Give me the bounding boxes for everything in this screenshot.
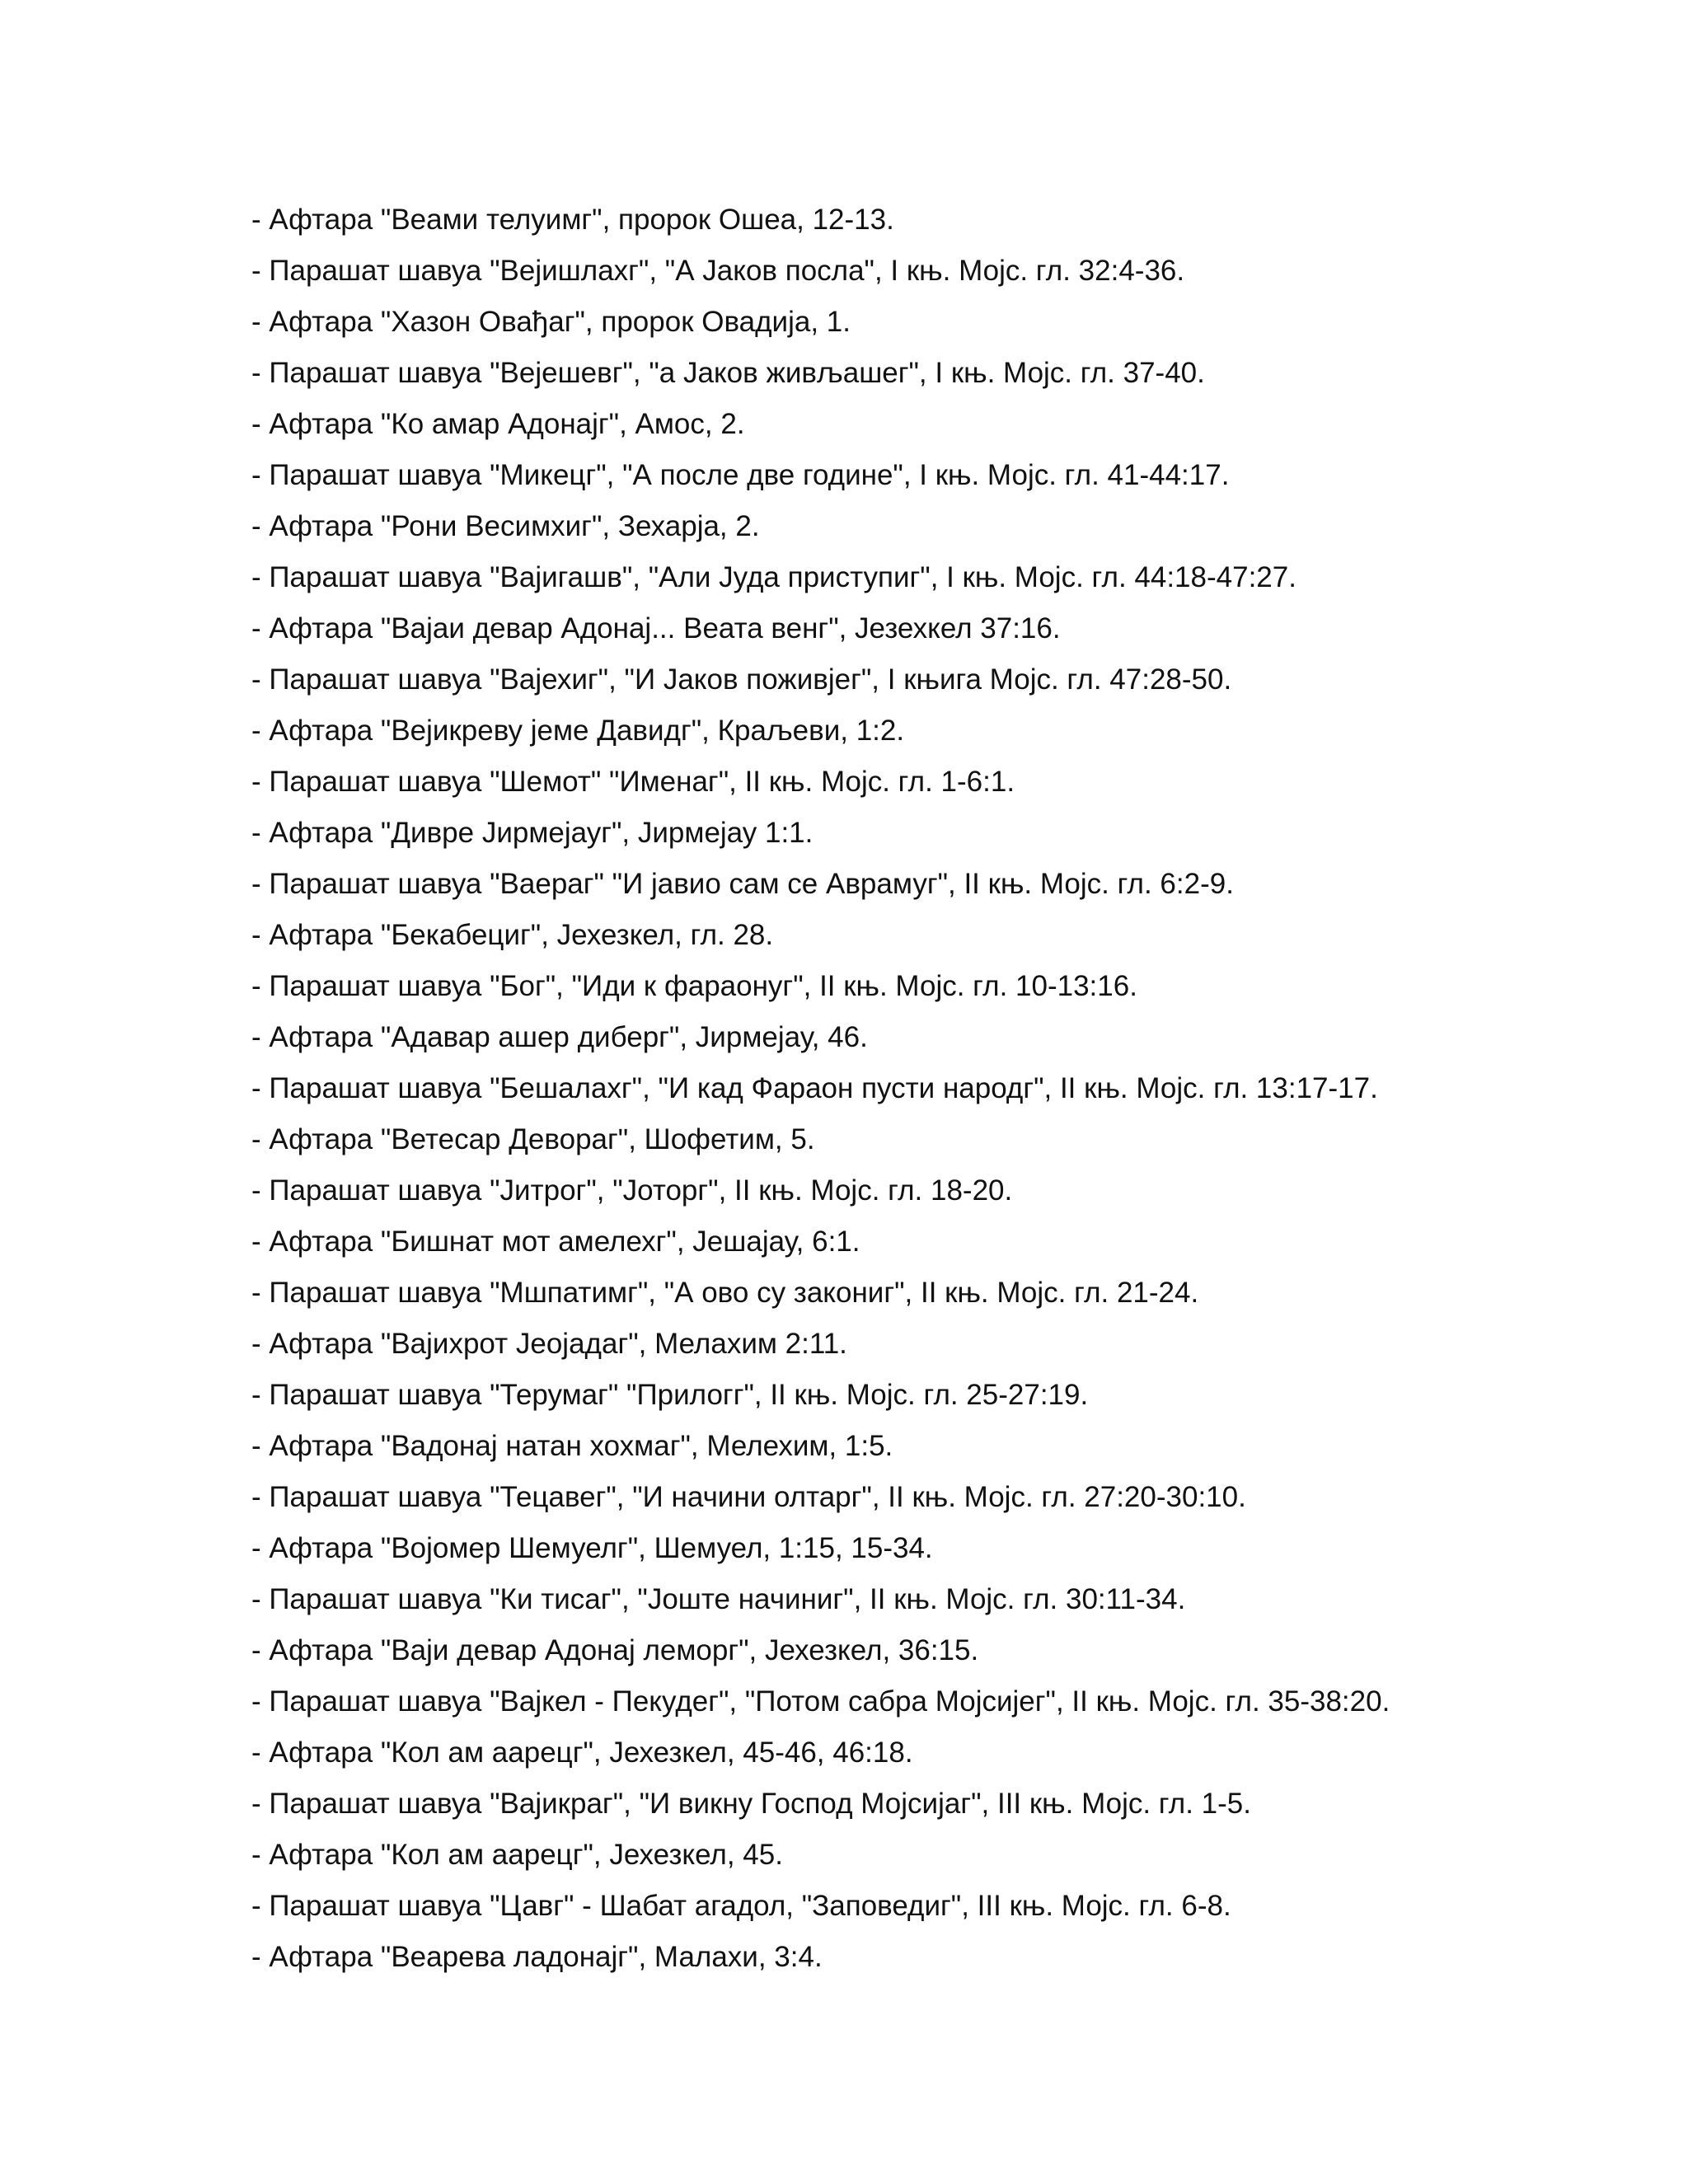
list-item: - Парашат шавуа "Терумаг" "Прилогг", II књ. Мојс. гл. 25-27:19.	[251, 1379, 1089, 1411]
list-item: - Парашат шавуа "Вајикраг", "И викну Господ Мојсијаг", III књ. Мојс. гл. 1-5.	[251, 1788, 1251, 1820]
list-item: - Парашат шавуа "Тецавег", "И начини олтарг", II књ. Мојс. гл. 27:20-30:10.	[251, 1481, 1246, 1513]
list-item: - Парашат шавуа "Мшпатимг", "А ово су закониг", II књ. Мојс. гл. 21-24.	[251, 1277, 1199, 1309]
list-item: - Афтара "Ваји девар Адонај леморг", Јехезкел, 36:15.	[251, 1634, 979, 1666]
list-item: - Афтара "Вадонај натан хохмаг", Мелехим, 1:5.	[251, 1430, 893, 1462]
list-item: - Парашат шавуа "Вејишлахг", "А Јаков посла", I књ. Мојс. гл. 32:4-36.	[251, 255, 1185, 287]
list-item: - Парашат шавуа "Ки тисаг", "Јоште начиниг", II књ. Мојс. гл. 30:11-34.	[251, 1583, 1186, 1615]
list-item: - Парашат шавуа "Ваераг" "И јавио сам се Аврамуг", II књ. Мојс. гл. 6:2-9.	[251, 868, 1234, 900]
list-item: - Парашат шавуа "Вејешевг", "а Јаков живљашег", I књ. Мојс. гл. 37-40.	[251, 357, 1205, 389]
list-item: - Парашат шавуа "Вајехиг", "И Јаков поживјег", I књига Мојс. гл. 47:28-50.	[251, 663, 1232, 696]
list-item: - Афтара "Веами телуимг", пророк Ошеа, 12-13.	[251, 204, 894, 236]
list-item: - Афтара "Хазон Овађаг", пророк Овадија, 1.	[251, 306, 851, 338]
list-item: - Афтара "Вејикреву јеме Давидг", Краљеви, 1:2.	[251, 715, 905, 747]
list-item: - Парашат шавуа "Вајигашв", "Али Јуда приступиг", I књ. Мојс. гл. 44:18-47:27.	[251, 561, 1296, 593]
list-item: - Парашат шавуа "Бог", "Иди к фараонуг", II књ. Мојс. гл. 10-13:16.	[251, 970, 1137, 1002]
list-item: - Парашат шавуа "Јитрог", "Јоторг", II књ. Мојс. гл. 18-20.	[251, 1174, 1013, 1207]
list-item: - Афтара "Вајаи девар Адонај... Веата венг", Језехкел 37:16.	[251, 612, 1061, 644]
list-item: - Парашат шавуа "Вајкел - Пекудег", "Потом сабра Мојсијег", II књ. Мојс. гл. 35-38:20.	[251, 1685, 1390, 1718]
list-item: - Афтара "Веарева ладонајг", Малахи, 3:4.	[251, 1941, 823, 1973]
list-item: - Парашат шавуа "Микецг", "А после две године", I књ. Мојс. гл. 41-44:17.	[251, 459, 1230, 491]
list-item: - Афтара "Кол ам аарецг", Јехезкел, 45.	[251, 1839, 783, 1871]
list-item: - Афтара "Бишнат мот амелехг", Јешајау, 6:1.	[251, 1226, 860, 1258]
list-item: - Афтара "Рони Весимхиг", Зехарја, 2.	[251, 510, 760, 542]
list-item: - Афтара "Вајихрот Јеојадаг", Мелахим 2:11.	[251, 1328, 847, 1360]
list-item: - Афтара "Адавар ашер диберг", Јирмејау, 46.	[251, 1021, 868, 1053]
list-item: - Афтара "Дивре Јирмејауг", Јирмејау 1:1.	[251, 817, 814, 849]
list-item: - Афтара "Војомер Шемуелг", Шемуел, 1:15, 15-34.	[251, 1532, 933, 1564]
list-item: - Парашат шавуа "Шемот" "Именаг", II књ. Мојс. гл. 1-6:1.	[251, 766, 1015, 798]
list-item: - Парашат шавуа "Цавг" - Шабат агадол, "Заповедиг", III књ. Мојс. гл. 6-8.	[251, 1890, 1231, 1922]
list-item: - Афтара "Ветесар Деворагʺ, Шофетим, 5.	[251, 1123, 815, 1155]
list-item: - Парашат шавуа "Бешалахг", "И кад Фараон пусти народг", II књ. Мојс. гл. 13:17-17.	[251, 1072, 1378, 1104]
reading-list	[251, 194, 1653, 1983]
list-item: - Афтара "Кол ам аарецг", Јехезкел, 45-46, 46:18.	[251, 1736, 913, 1769]
list-item: - Афтара "Бекабециг", Јехезкел, гл. 28.	[251, 919, 774, 951]
list-item: - Афтара "Ко амар Адонајг", Амос, 2.	[251, 408, 745, 440]
